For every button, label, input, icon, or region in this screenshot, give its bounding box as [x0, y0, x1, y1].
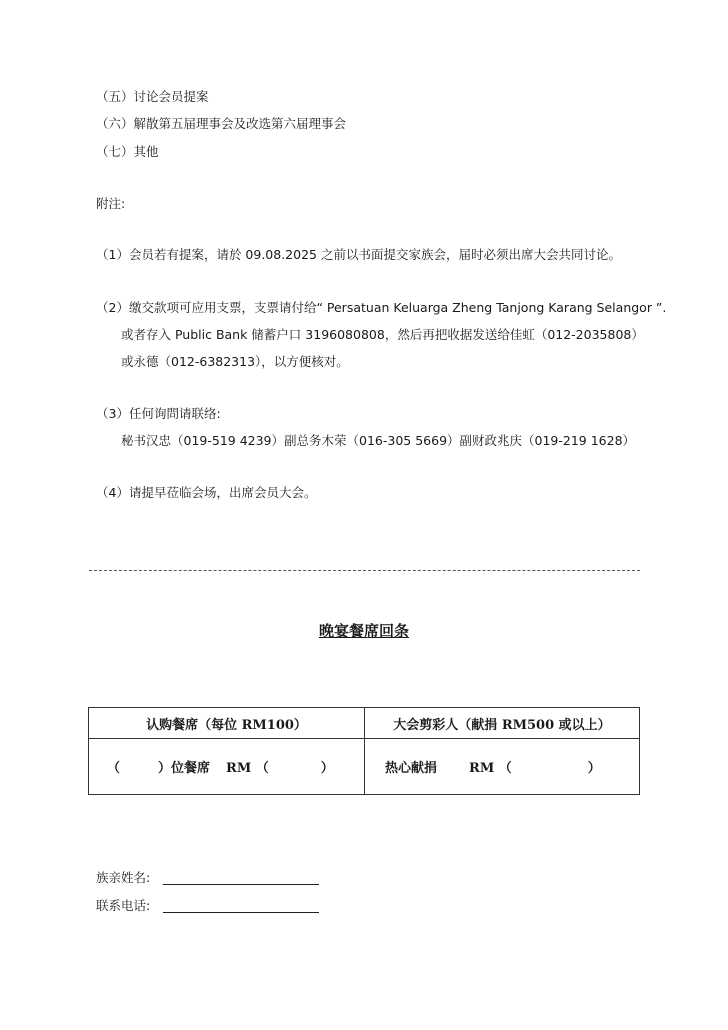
notes-heading: 附注:	[96, 196, 126, 211]
agenda-item-7: （七）其他	[96, 144, 159, 159]
donation-rm-label: RM （	[469, 761, 512, 776]
note-4: （4）请提早莅临会场，出席会员大会。	[96, 485, 317, 500]
note-3-contacts: 秘书汉忠（019-519 4239）副总务木荣（016-305 5669）副财政兆庆（019-219 1628）	[121, 433, 636, 448]
note-3-line-1: （3）任何询問请联络:	[96, 406, 221, 421]
donation-close-bracket: ）	[587, 761, 601, 776]
table-amount-rm-label: RM （	[226, 761, 269, 776]
cut-line-divider	[89, 570, 640, 571]
donation-cell	[365, 739, 640, 795]
note-2-line-3: 或永德（012-6382313），以方便核对。	[121, 354, 349, 369]
member-name-field[interactable]	[163, 884, 319, 885]
contact-phone-label: 联系电话:	[96, 898, 151, 913]
table-amount-close-bracket: ）	[320, 761, 334, 776]
member-name-label: 族亲姓名:	[96, 870, 151, 885]
header-table-purchase: 认购餐席（每位 RM100）	[89, 708, 365, 739]
note-1: （1）会员若有提案，请於 09.08.2025 之前以书面提交家族会，届时必须出席大会共同讨论。	[96, 247, 621, 262]
header-ribbon-cutting-donor: 大会剪彩人（献捐 RM500 或以上）	[365, 708, 640, 739]
reply-form-title: 晚宴餐席回条	[318, 622, 409, 640]
seat-count-label: ）位餐席	[158, 761, 211, 776]
note-2-line-2: 或者存入 Public Bank 储蓄户口 3196080808，然后再把收据发送给佳虹（012-2035808）	[121, 327, 644, 342]
agenda-item-5: （五）讨论会员提案	[96, 89, 209, 104]
table-purchase-cell	[89, 739, 365, 795]
seat-count-open-bracket: （	[107, 761, 121, 776]
note-2-line-1: （2）缴交款项可应用支票，支票请付给“ Persatuan Keluarga Zheng Tanjong Karang Selangor ”.	[96, 300, 667, 315]
agenda-item-6: （六）解散第五届理事会及改选第六届理事会	[96, 116, 347, 131]
donation-label: 热心献捐	[385, 761, 438, 776]
contact-phone-field[interactable]	[163, 912, 319, 913]
dinner-reply-table	[88, 707, 640, 795]
